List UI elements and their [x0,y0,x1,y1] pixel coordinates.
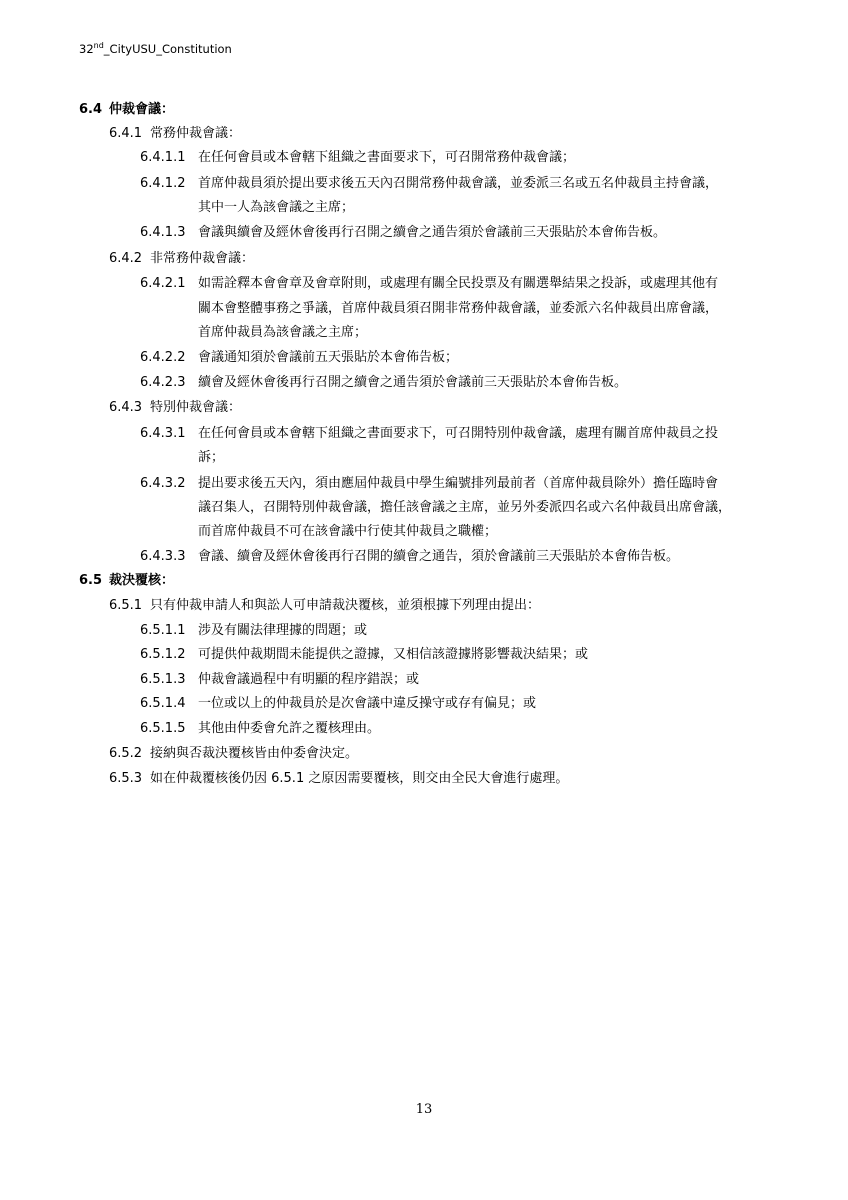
clause-text: 仲裁會議過程中有明顯的程序錯誤；或 [198,672,420,687]
clause-text: 一位或以上的仲裁員於是次會議中違反操守或存有偏見；或 [198,696,537,711]
clause-number: 6.4.1.3 [140,225,186,240]
clause-number: 6.5.1.1 [140,623,186,638]
clause-number: 6.4.1 [109,126,143,141]
clause-number: 6.5.1 [109,598,143,613]
clause-text: 關本會整體事務之爭議，首席仲裁員須召開非常務仲裁會議，並委派六名仲裁員出席會議， [198,301,719,316]
clause-number: 6.5.1.3 [140,672,186,687]
clause-number: 6.4.2.2 [140,350,186,365]
clause-number: 6.4.1.1 [140,150,186,165]
clause-number: 6.4.2.1 [140,276,186,291]
clause-number: 6.5.3 [109,771,143,786]
clause-number: 6.5.1.5 [140,721,186,736]
clause-text: 其中一人為該會議之主席； [198,200,355,215]
clause-text: 議召集人，召開特別仲裁會議，擔任該會議之主席，並另外委派四名或六名仲裁員出席會議， [198,500,732,515]
clause-text: 涉及有關法律理據的問題；或 [198,623,368,638]
clause-text: 會議、續會及經休會後再行召開的續會之通告，須於會議前三天張貼於本會佈告板。 [198,549,680,564]
clause-text: 如需詮釋本會會章及會章附則，或處理有關全民投票及有關選舉結果之投訴，或處理其他有 [198,276,719,291]
clause-number: 6.5.1.4 [140,696,186,711]
clause-text: 會議通知須於會議前五天張貼於本會佈告板； [198,350,459,365]
clause-number: 6.4.3.1 [140,426,186,441]
clause-text: 提出要求後五天內，須由應屆仲裁員中學生編號排列最前者（首席仲裁員除外）擔任臨時會 [198,476,719,491]
clause-text: 接納與否裁決覆核皆由仲委會決定。 [150,746,359,761]
clause-text: 如在仲裁覆核後仍因 6.5.1 之原因需要覆核，則交由全民大會進行處理。 [150,771,569,786]
clause-text: 在任何會員或本會轄下組織之書面要求下，可召開特別仲裁會議，處理有關首席仲裁員之投 [198,426,719,441]
clause-text: 在任何會員或本會轄下組織之書面要求下，可召開常務仲裁會議； [198,150,576,165]
clause-number: 6.5 [79,573,103,588]
clause-text: 非常務仲裁會議： [150,251,255,266]
clause-text: 裁決覆核： [109,573,175,588]
clause-number: 6.4.2.3 [140,375,186,390]
clause-text: 首席仲裁員須於提出要求後五天內召開常務仲裁會議，並委派三名或五名仲裁員主持會議， [198,176,719,191]
header-superscript: nd [93,41,104,51]
clause-number: 6.4.3.3 [140,549,186,564]
clause-number: 6.4.3 [109,400,143,415]
header-rest: _CityUSU_Constitution [103,42,232,56]
clause-text: 而首席仲裁員不可在該會議中行使其仲裁員之職權； [198,524,498,539]
clause-text: 訴； [198,450,225,465]
clause-text: 會議與續會及經休會後再行召開之續會之通告須於會議前三天張貼於本會佈告板。 [198,225,667,240]
page-number: 13 [415,1102,433,1117]
clause-text: 可提供仲裁期間未能提供之證據，又相信該證據將影響裁決結果；或 [198,647,589,662]
document-header [79,42,232,56]
clause-text: 其他由仲委會允許之覆核理由。 [198,721,381,736]
clause-number: 6.5.1.2 [140,647,186,662]
clause-number: 6.4.3.2 [140,476,186,491]
clause-number: 6.4.1.2 [140,176,186,191]
clause-number: 6.5.2 [109,746,143,761]
clause-text: 仲裁會議： [109,102,175,117]
clause-text: 首席仲裁員為該會議之主席； [198,325,368,340]
clause-text: 只有仲裁申請人和與訟人可申請裁決覆核，並須根據下列理由提出： [150,598,541,613]
clause-number: 6.4.2 [109,251,143,266]
header-prefix: 32 [79,42,94,56]
clause-text: 續會及經休會後再行召開之續會之通告須於會議前三天張貼於本會佈告板。 [198,375,628,390]
clause-text: 常務仲裁會議： [150,126,242,141]
clause-text: 特別仲裁會議： [150,400,242,415]
clause-number: 6.4 [79,102,103,117]
